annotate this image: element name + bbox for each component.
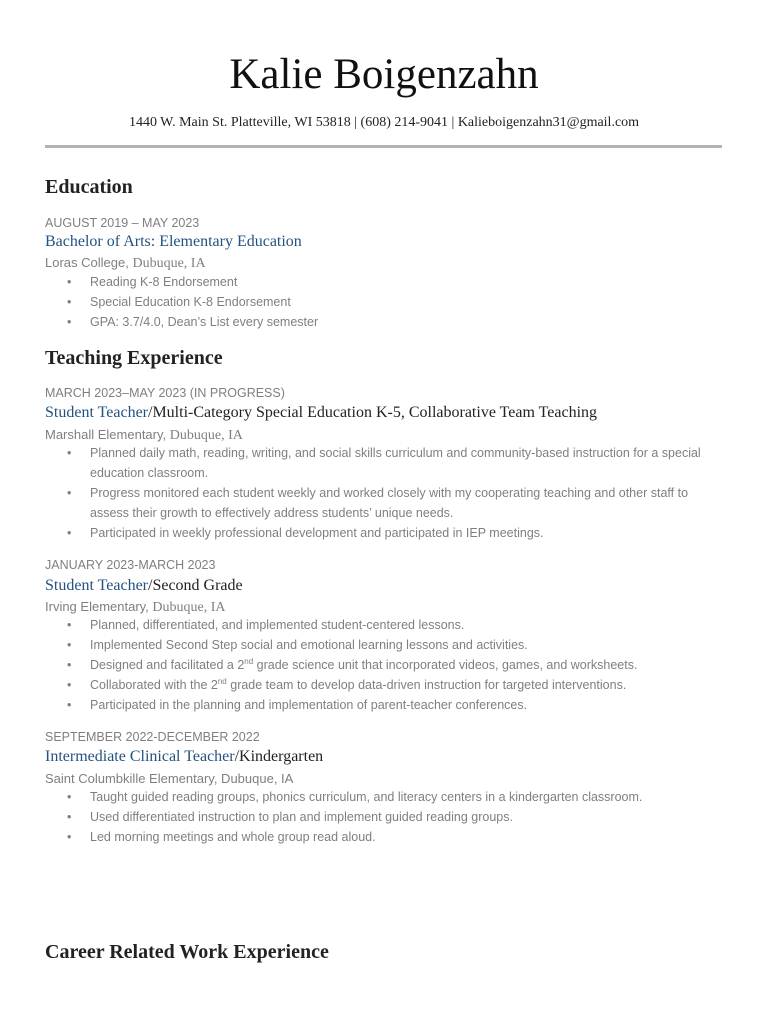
- career-heading: Career Related Work Experience: [45, 941, 329, 963]
- job-org: [45, 426, 243, 444]
- school-location: Dubuque, IA: [132, 256, 206, 271]
- bullet-text: Designed and facilitated a 2: [90, 658, 245, 672]
- degree-name: Bachelor of Arts: Elementary Education: [45, 233, 302, 250]
- job-org: Saint Columbkille Elementary, Dubuque, IA: [45, 771, 294, 786]
- org-location: Dubuque, IA: [169, 428, 243, 443]
- school-name: Loras College,: [45, 255, 129, 270]
- list-item: • Reading K-8 Endorsement: [45, 272, 725, 292]
- list-item: • GPA: 3.7/4.0, Dean’s List every semester: [45, 312, 725, 332]
- header-divider: [45, 145, 722, 148]
- list-item: • Used differentiated instruction to plan and implement guided reading groups.: [45, 807, 725, 827]
- list-item: • Participated in the planning and implementation of parent-teacher conferences.: [45, 695, 725, 715]
- list-item: [45, 655, 725, 675]
- ordinal-suffix: nd: [217, 676, 227, 686]
- list-item: • Taught guided reading groups, phonics curriculum, and literacy centers in a kindergarten classroom.: [45, 787, 725, 807]
- org-name: Irving Elementary,: [45, 599, 149, 614]
- teaching-heading: Teaching Experience: [45, 347, 223, 369]
- school-line: [45, 254, 206, 272]
- job-bullets: [45, 443, 725, 543]
- job-dates: MARCH 2023–MAY 2023 (IN PROGRESS): [45, 386, 285, 400]
- job-org: [45, 598, 226, 616]
- job-detail: /Multi-Category Special Education K-5, Collaborative Team Teaching: [148, 404, 598, 421]
- contact-line: 1440 W. Main St. Platteville, WI 53818 | (608) 214-9041 | Kalieboigenzahn31@gmail.com: [128, 115, 640, 130]
- ordinal-suffix: nd: [244, 656, 254, 666]
- bullet-text: grade team to develop data-driven instruction for targeted interventions.: [226, 678, 627, 692]
- education-heading: Education: [45, 176, 133, 198]
- list-item: • Participated in weekly professional development and participated in IEP meetings.: [45, 523, 725, 543]
- bullet-text: grade science unit that incorporated videos, games, and worksheets.: [253, 658, 638, 672]
- org-location: Dubuque, IA: [152, 600, 226, 615]
- list-item: • Led morning meetings and whole group read aloud.: [45, 827, 725, 847]
- list-item: [45, 675, 725, 695]
- list-item: • Special Education K-8 Endorsement: [45, 292, 725, 312]
- bullet-text: Collaborated with the 2: [90, 678, 218, 692]
- job-role: Student Teacher: [45, 577, 148, 594]
- job-role: Student Teacher: [45, 404, 148, 421]
- candidate-name: Kalie Boigenzahn: [229, 51, 539, 98]
- org-name: Marshall Elementary,: [45, 427, 167, 442]
- list-item: • Planned daily math, reading, writing, and social skills curriculum and community-based instruction for a special education classroom.: [45, 443, 725, 483]
- job-title: [45, 403, 597, 423]
- list-item: • Planned, differentiated, and implemented student-centered lessons.: [45, 615, 725, 635]
- education-dates: AUGUST 2019 – MAY 2023: [45, 216, 200, 230]
- job-detail: /Second Grade: [148, 577, 243, 594]
- job-detail: /Kindergarten: [234, 748, 324, 765]
- job-bullets: [45, 787, 725, 847]
- job-title: [45, 576, 243, 596]
- job-title: [45, 747, 323, 767]
- education-bullets: [45, 272, 725, 332]
- job-dates: JANUARY 2023-MARCH 2023: [45, 558, 216, 572]
- job-bullets: [45, 615, 725, 715]
- job-dates: SEPTEMBER 2022-DECEMBER 2022: [45, 730, 260, 744]
- list-item: • Progress monitored each student weekly and worked closely with my cooperating teaching and other staff to assess their growth to effectively address students’ unique needs.: [45, 483, 725, 523]
- degree-title: [45, 232, 302, 252]
- job-role: Intermediate Clinical Teacher: [45, 748, 235, 765]
- list-item: • Implemented Second Step social and emotional learning lessons and activities.: [45, 635, 725, 655]
